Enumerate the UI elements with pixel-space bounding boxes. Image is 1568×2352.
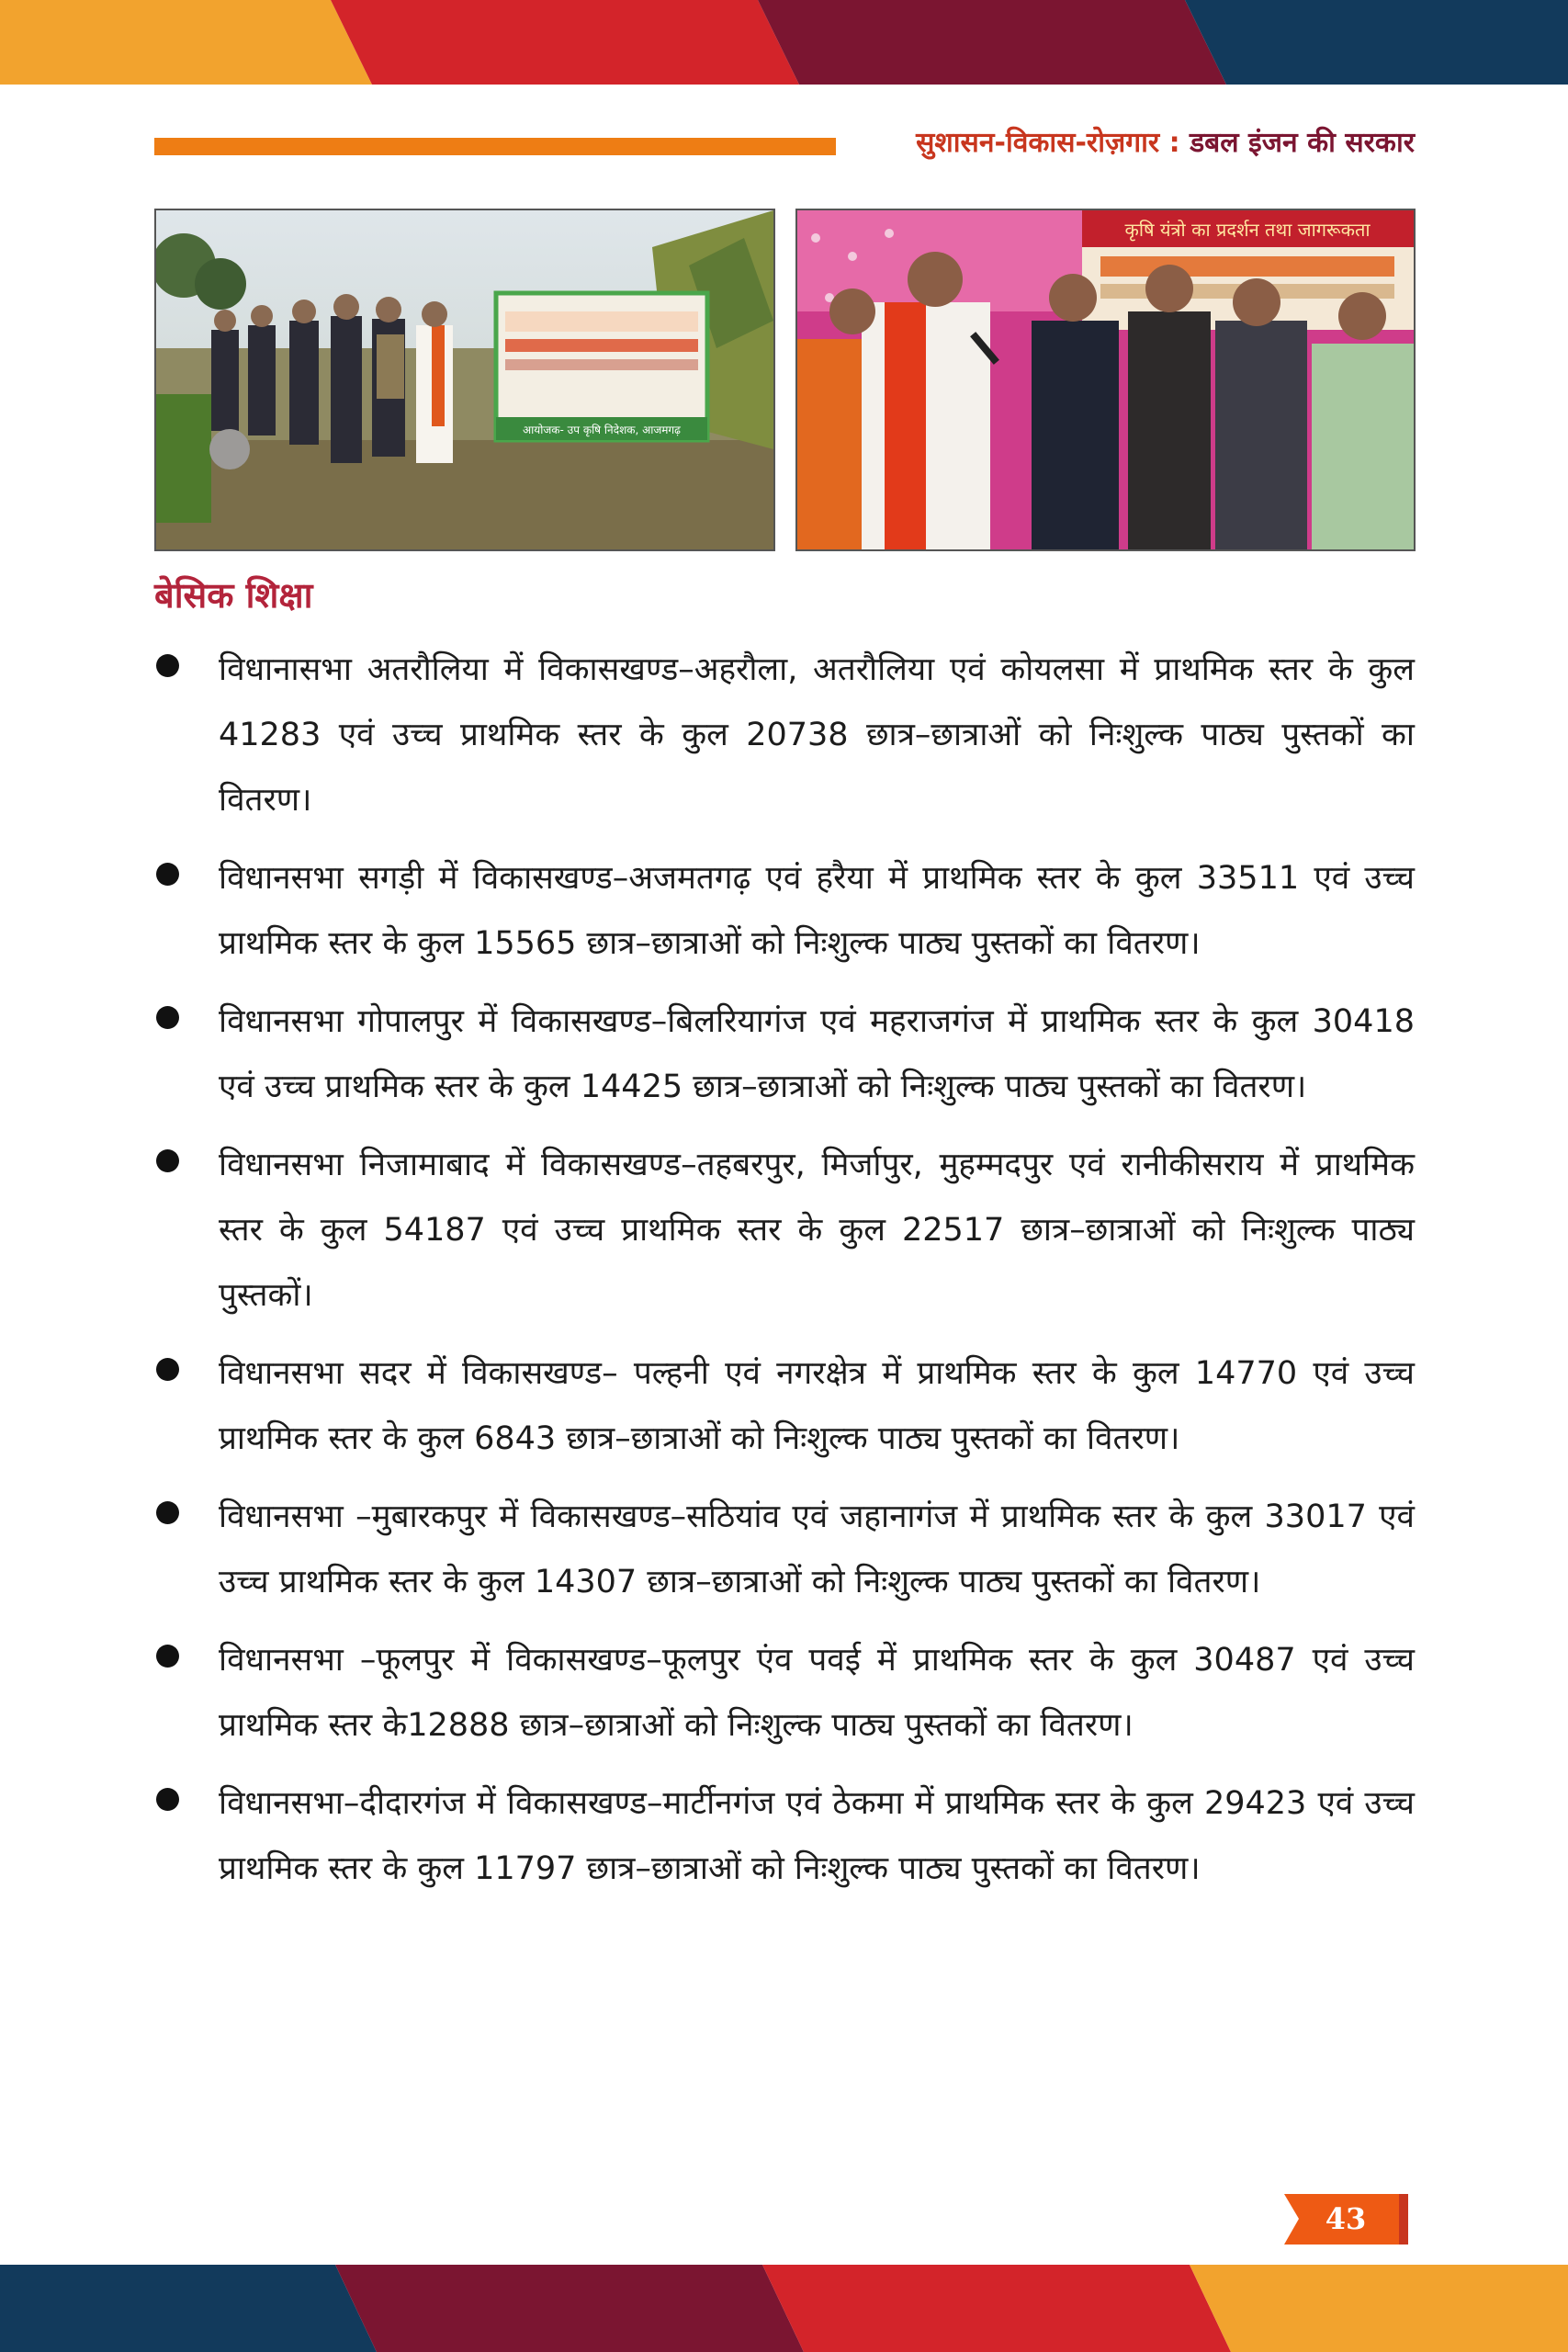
bullet-icon <box>156 654 179 677</box>
list-item-text: विधानसभा –फूलपुर में विकासखण्ड–फूलपुर एंव पवई में प्राथमिक स्तर के कुल 30487 एवं उच्च प्राथमिक स्तर के12888 छात्र–छात्राओं को निःशुल्क पाठ्य पुस्तकों का वितरण। <box>219 1642 1415 1744</box>
list-item <box>154 1771 1415 1902</box>
list-item <box>154 846 1415 977</box>
bullet-icon <box>156 1149 179 1172</box>
header-title-part1: सुशासन-विकास-रोज़गार : <box>916 127 1190 159</box>
list-item-text: विधानसभा गोपालपुर में विकासखण्ड–बिलरियागंज एवं महराजगंज में प्राथमिक स्तर के कुल 30418 एवं उच्च प्राथमिक स्तर के कुल 14425 छात्र–छात्राओं को निःशुल्क पाठ्य पुस्तकों का वितरण। <box>219 1003 1415 1105</box>
header-accent-bar <box>154 138 836 155</box>
section-heading: बेसिक शिक्षा <box>154 575 313 616</box>
header-title <box>854 123 1415 164</box>
list-item-text: विधानसभा सगड़ी में विकासखण्ड–अजमतगढ़ एवं हरैया में प्राथमिक स्तर के कुल 33511 एवं उच्च प्राथमिक स्तर के कुल 15565 छात्र–छात्राओं को निःशुल्क पाठ्य पुस्तकों का वितरण। <box>219 860 1415 962</box>
list-item <box>154 1485 1415 1615</box>
list-item <box>154 1628 1415 1758</box>
bullet-icon <box>156 1358 179 1381</box>
list-item-text: विधानसभा –मुबारकपुर में विकासखण्ड–सठियांव एवं जहानागंज में प्राथमिक स्तर के कुल 33017 एवं उच्च प्राथमिक स्तर के कुल 14307 छात्र–छात्राओं को निःशुल्क पाठ्य पुस्तकों का वितरण। <box>219 1498 1415 1600</box>
list-item-text: विधानासभा अतरौलिया में विकासखण्ड–अहरौला, अतरौलिया एवं कोयलसा में प्राथमिक स्तर के कुल 41283 एवं उच्च प्राथमिक स्तर के कुल 20738 छात्र–छात्राओं को निःशुल्क पाठ्य पुस्तकों का वितरण। <box>219 651 1415 819</box>
field-visit-photo-graphic <box>156 210 773 549</box>
top-band-graphic <box>0 0 1568 85</box>
list-item-text: विधानसभा सदर में विकासखण्ड– पल्हनी एवं नगरक्षेत्र में प्राथमिक स्तर के कुल 14770 एवं उच्च प्राथमिक स्तर के कुल 6843 छात्र–छात्राओं को निःशुल्क पाठ्य पुस्तकों का वितरण। <box>219 1355 1415 1457</box>
list-item <box>154 1133 1415 1329</box>
list-item-text: विधानसभा निजामाबाद में विकासखण्ड–तहबरपुर, मिर्जापुर, मुहम्मदपुर एवं रानीकीसराय में प्राथमिक स्तर के कुल 54187 एवं उच्च प्राथमिक स्तर के कुल 22517 छात्र–छात्राओं को निःशुल्क पाठ्य पुस्तकों। <box>219 1147 1415 1314</box>
list-item <box>154 638 1415 833</box>
list-item <box>154 1341 1415 1472</box>
bullet-icon <box>156 1645 179 1668</box>
page-number: 43 <box>1325 2201 1367 2236</box>
top-decorative-band <box>0 0 1568 85</box>
photo-awareness-program <box>795 209 1416 551</box>
bullet-icon <box>156 1006 179 1029</box>
header-title-part2: डबल इंजन की सरकार <box>1190 127 1415 159</box>
right-banner-text: कृषि यंत्रो का प्रदर्शन तथा जागरूकता <box>1124 219 1371 241</box>
bullet-list <box>154 638 1415 1915</box>
awareness-program-photo-graphic <box>797 210 1414 549</box>
left-banner-text: आयोजक- उप कृषि निदेशक, आजमगढ़ <box>523 424 681 436</box>
list-item-text: विधानसभा–दीदारगंज में विकासखण्ड–मार्टीनगंज एवं ठेकमा में प्राथमिक स्तर के कुल 29423 एवं उच्च प्राथमिक स्तर के कुल 11797 छात्र–छात्राओं को निःशुल्क पाठ्य पुस्तकों का वितरण। <box>219 1785 1415 1887</box>
bullet-icon <box>156 1788 179 1811</box>
bullet-icon <box>156 1501 179 1524</box>
list-item <box>154 989 1415 1120</box>
bullet-icon <box>156 863 179 886</box>
photo-field-visit <box>154 209 775 551</box>
bottom-band-graphic <box>0 2265 1568 2352</box>
bottom-decorative-band <box>0 2265 1568 2352</box>
